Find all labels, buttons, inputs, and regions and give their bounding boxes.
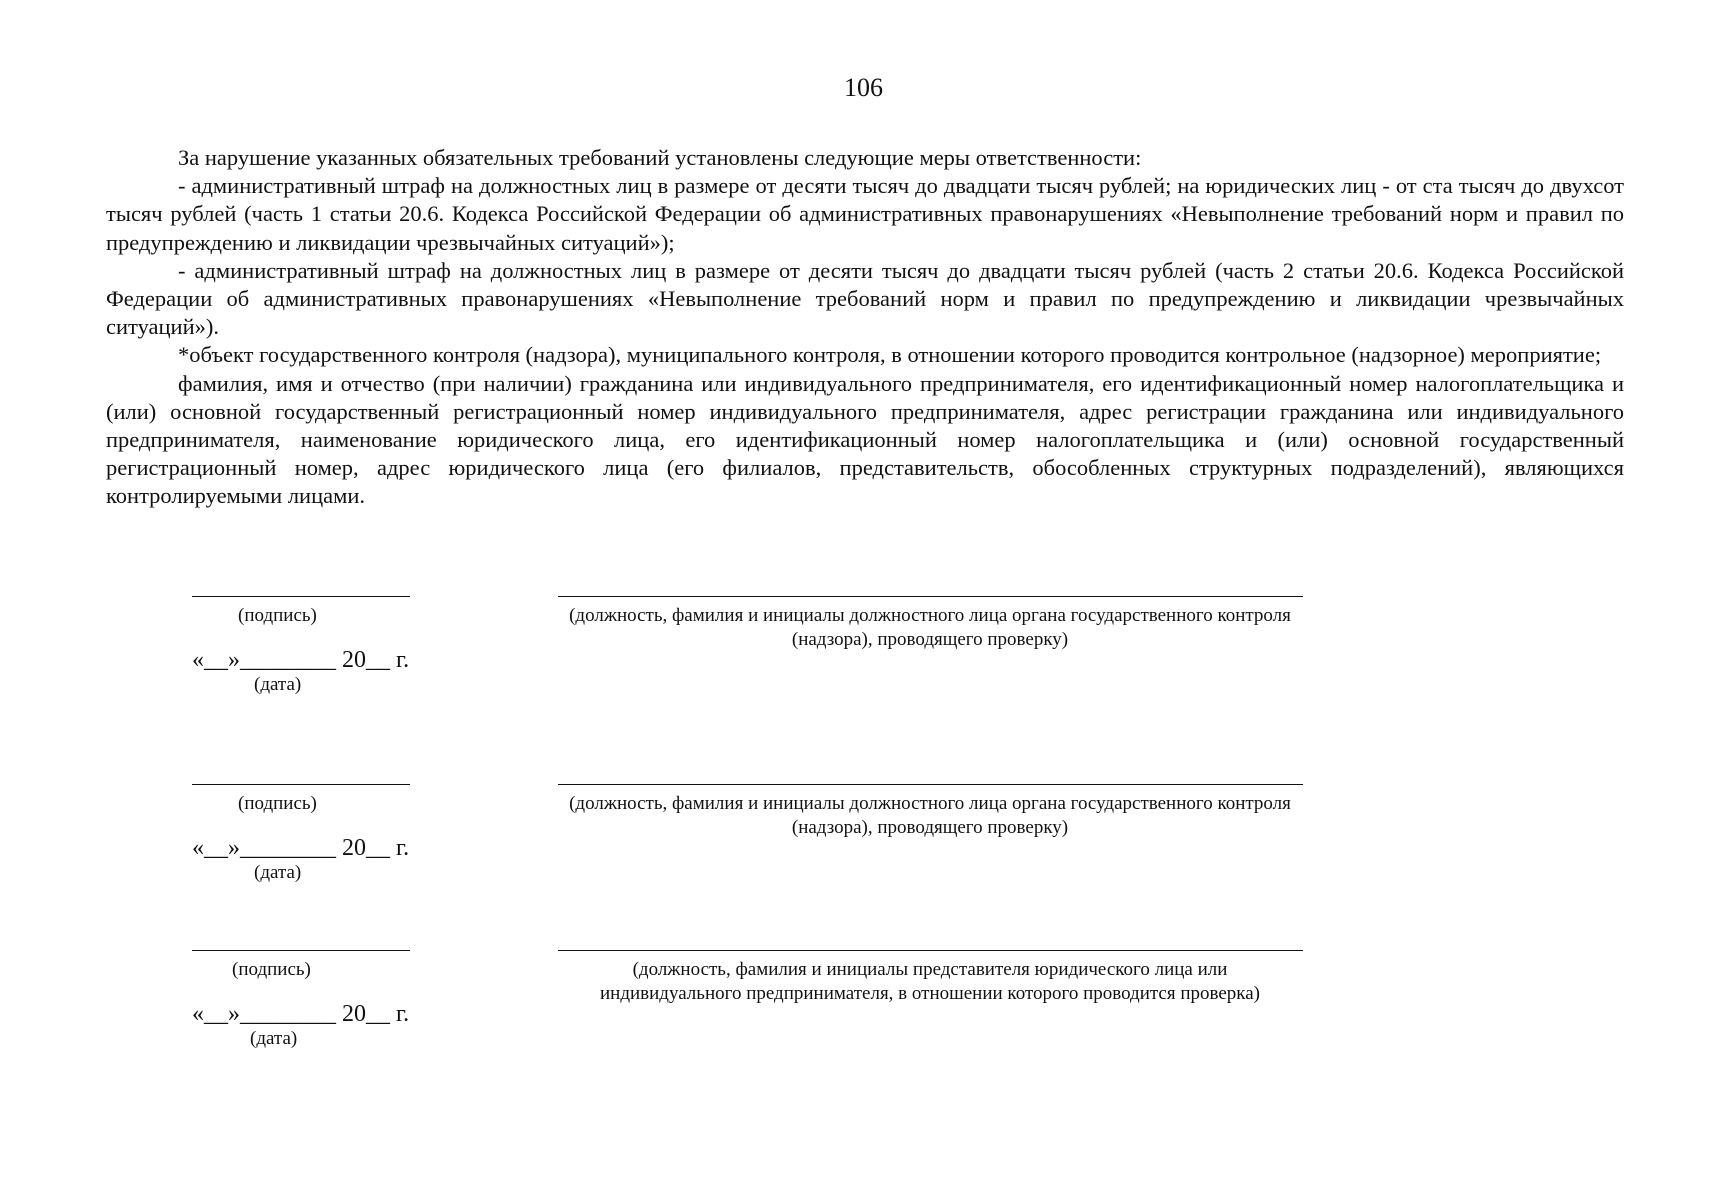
fine-paragraph-1: - административный штраф на должностных лиц в размере от десяти тысяч до двадцати тысяч рублей; на юридических лиц - от ста тысяч до двухсот тысяч рублей (часть 1 статьи 20.6. Кодекса Российской Федерации об административных правонарушениях «Невыполнение требований норм и правил по предупреждению и ликвидации чрезвычайных ситуаций»);	[106, 173, 1624, 255]
intro-paragraph: За нарушение указанных обязательных требований установлены следующие меры ответственности:	[178, 145, 1142, 170]
signature-caption: (подпись)	[232, 959, 311, 980]
signature-line	[192, 784, 410, 785]
signature-line	[192, 596, 410, 597]
position-caption: (должность, фамилия и инициалы должностного лица органа государственного контроля (надзора), проводящего проверку)	[569, 605, 1291, 650]
date-caption: (дата)	[254, 862, 302, 883]
fine-paragraph-2: - административный штраф на должностных лиц в размере от десяти тысяч до двадцати тысяч рублей (часть 2 статьи 20.6. Кодекса Российской Федерации об административных правонарушениях «Невыполнение требований норм и правил по предупреждению и ликвидации чрезвычайных ситуаций»).	[106, 257, 1624, 340]
signature-block-inspector-1	[0, 596, 1727, 736]
controlled-persons-paragraph: фамилия, имя и отчество (при наличии) гражданина или индивидуального предпринимателя, его идентификационный номер налогоплательщика и (или) основной государственный регистрационный номер индивидуального предпринимателя, адрес регистрации гражданина или индивидуального предпринимателя, наименование юридического лица, его идентификационный номер налогоплательщика и (или) основной государственный регистрационный номер, адрес юридического лица (его филиалов, представительств, обособленных структурных подразделений), являющихся контролируемыми лицами.	[106, 370, 1624, 509]
date-caption: (дата)	[254, 674, 302, 695]
signature-caption: (подпись)	[238, 793, 317, 814]
signature-block-inspector-2	[0, 784, 1727, 924]
position-line	[558, 784, 1303, 785]
document-body	[106, 144, 1624, 511]
date-line: «__»________ 20__ г.	[192, 647, 410, 673]
date-line: «__»________ 20__ г.	[192, 1001, 410, 1027]
position-caption: (должность, фамилия и инициалы представителя юридического лица или индивидуального предпринимателя, в отношении которого проводится проверка)	[599, 959, 1260, 1004]
position-line	[558, 950, 1303, 951]
position-line	[558, 596, 1303, 597]
signature-line	[192, 950, 410, 951]
date-caption: (дата)	[250, 1028, 298, 1049]
page-number: 106	[844, 73, 883, 102]
footnote-object-paragraph: *объект государственного контроля (надзора), муниципального контроля, в отношении которого проводится контрольное (надзорное) мероприятие;	[178, 342, 1602, 368]
position-caption: (должность, фамилия и инициалы должностного лица органа государственного контроля (надзора), проводящего проверку)	[569, 793, 1291, 838]
signature-caption: (подпись)	[238, 605, 317, 626]
signature-block-representative	[0, 950, 1727, 1090]
date-line: «__»________ 20__ г.	[192, 835, 410, 861]
